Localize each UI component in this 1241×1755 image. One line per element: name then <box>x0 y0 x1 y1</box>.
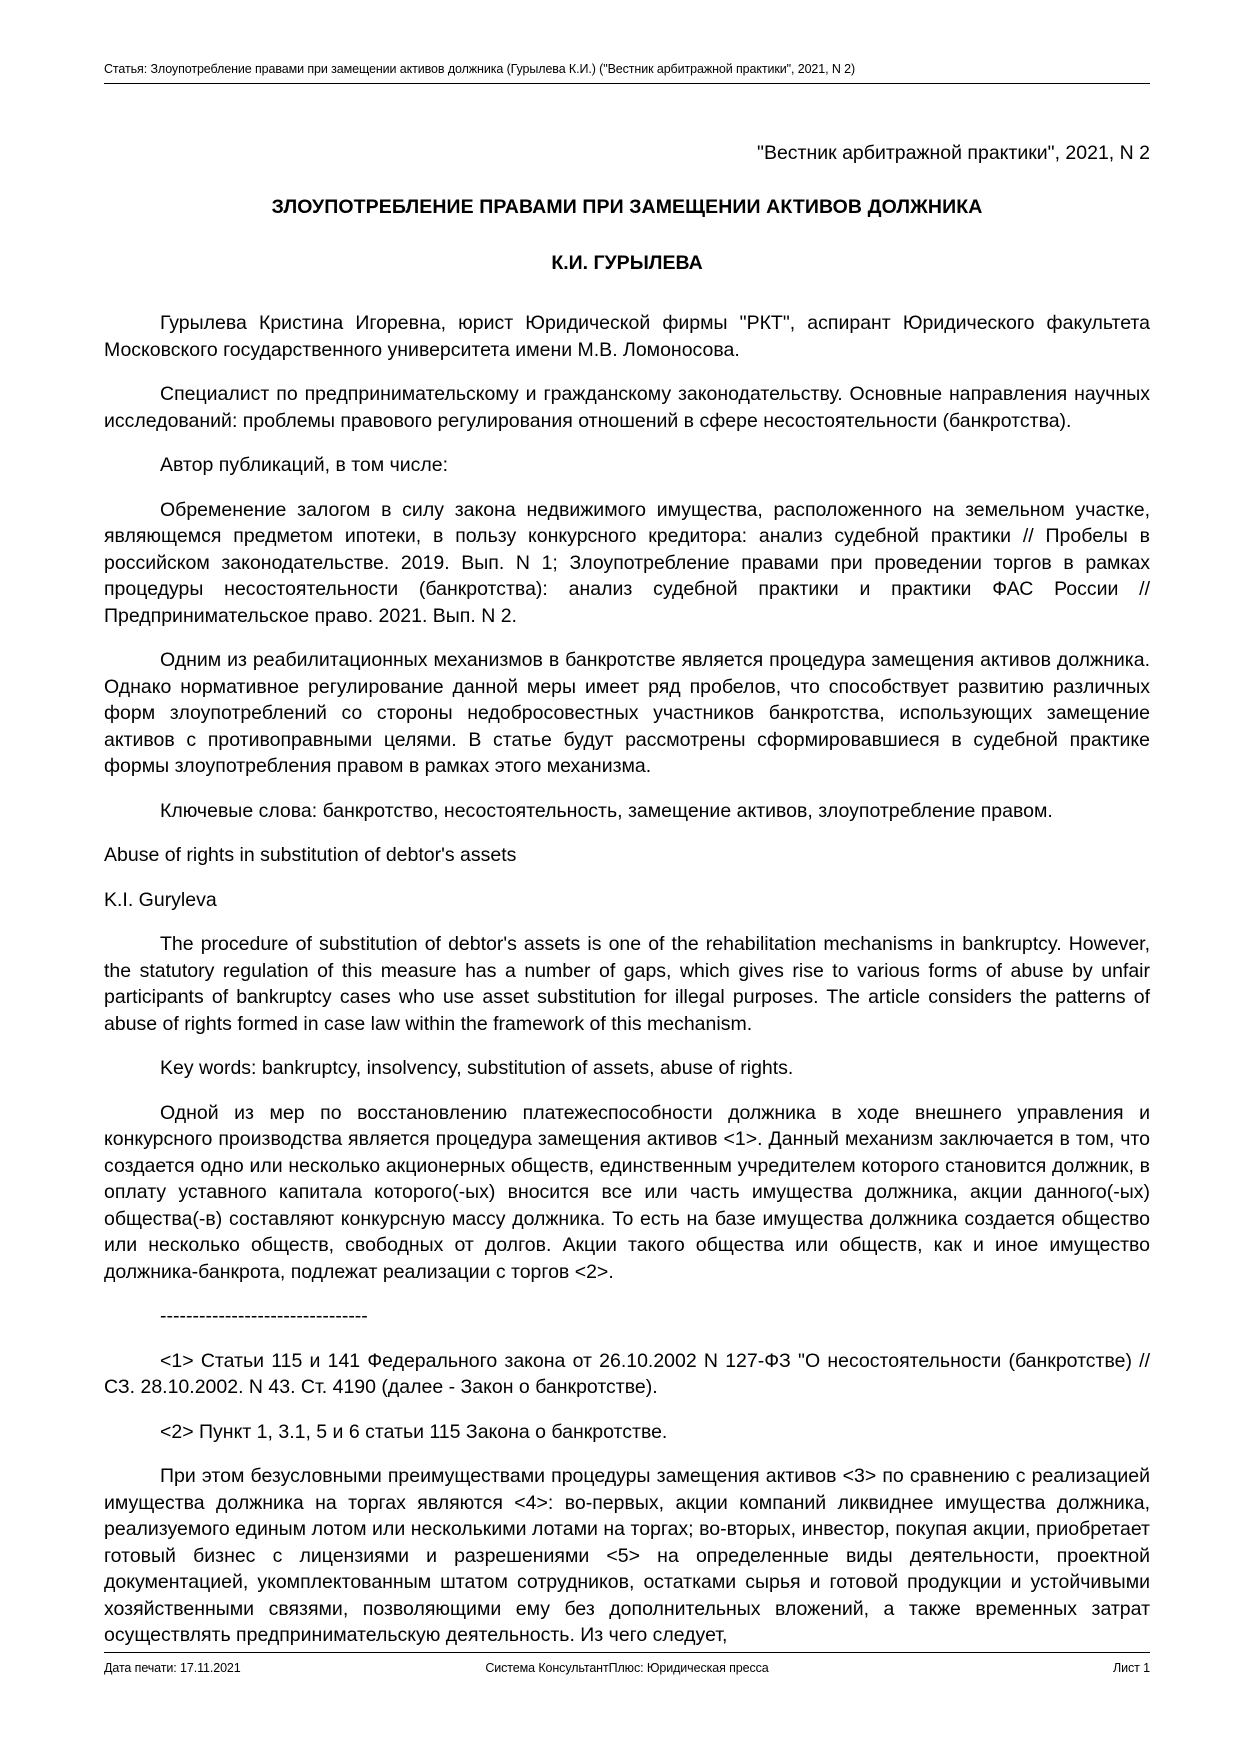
document-body <box>104 140 1150 1667</box>
paragraph-keywords-en: Key words: bankruptcy, insolvency, substitution of assets, abuse of rights. <box>160 1057 794 1079</box>
paragraph-keywords-ru: Ключевые слова: банкротство, несостоятельность, замещение активов, злоупотребление правом. <box>160 799 1053 822</box>
paragraph-publications-list: Обременение залогом в силу закона недвижимого имущества, расположенного на земельном участке, являющемся предметом ипотеки, в пользу конкурсного кредитора: анализ судебной практики // Пробелы в российском законодательстве. 2019. Вып. N 1; Злоупотребление правами при проведении торгов в рамках процедуры несостоятельности (банкротства): анализ судебной практики и практики ФАС России // Предпринимательское право. 2021. Вып. N 2. <box>104 498 1150 627</box>
paragraph-specialization: Специалист по предпринимательскому и гражданскому законодательству. Основные направления научных исследований: проблемы правового регулирования отношений в сфере несостоятельности (банкротства). <box>104 383 1150 432</box>
footer-divider <box>104 1652 1150 1653</box>
paragraph-author-bio: Гурылева Кристина Игоревна, юрист Юридической фирмы "РКТ", аспирант Юридического факультета Московского государственного университета имени М.В. Ломоносова. <box>104 312 1150 361</box>
running-footer <box>104 1652 1150 1676</box>
header-divider <box>104 83 1150 84</box>
journal-issue-line: "Вестник арбитражной практики", 2021, N 2 <box>757 142 1150 164</box>
running-header <box>104 62 1150 84</box>
paragraph-abstract-en: The procedure of substitution of debtor's assets is one of the rehabilitation mechanisms in bankruptcy. However, the statutory regulation of this measure has a number of gaps, which gives rise to various forms of abuse by unfair participants of bankruptcy cases who use asset substitution for illegal purposes. The article considers the patterns of abuse of rights formed in case law within the framework of this mechanism. <box>104 933 1150 1035</box>
footnote-separator: -------------------------------- <box>160 1305 368 1327</box>
paragraph-publications-intro: Автор публикаций, в том числе: <box>160 454 449 476</box>
footnote-2: <2> Пункт 1, 3.1, 5 и 6 статьи 115 Закона о банкротстве. <box>160 1420 668 1443</box>
footer-page-label: Лист 1 <box>1113 1661 1150 1675</box>
footer-row <box>104 1661 1150 1676</box>
article-title: ЗЛОУПОТРЕБЛЕНИЕ ПРАВАМИ ПРИ ЗАМЕЩЕНИИ АКТИВОВ ДОЛЖНИКА <box>271 196 983 218</box>
paragraph-title-en: Abuse of rights in substitution of debtor's assets <box>104 844 517 866</box>
running-header-title: Статья: Злоупотребление правами при замещении активов должника (Гурылева К.И.) ("Вестник арбитражной практики", 2021, N 2) <box>104 62 856 76</box>
footer-system-name: Система КонсультантПлюс: Юридическая пресса <box>485 1661 769 1675</box>
paragraph-author-en: K.I. Gurуleva <box>104 888 217 911</box>
author-heading: К.И. ГУРЫЛЕВА <box>551 252 703 274</box>
paragraph-abstract-ru: Одним из реабилитационных механизмов в банкротстве является процедура замещения активов должника. Однако нормативное регулирование данной меры имеет ряд пробелов, что способствует развитию различных форм злоупотреблений со стороны недобросовестных участников банкротства, использующих замещение активов с противоправными целями. В статье будут рассмотрены сформировавшиеся в судебной практике формы злоупотребления правом в рамках этого механизма. <box>104 649 1150 777</box>
footnote-1: <1> Статьи 115 и 141 Федерального закона от 26.10.2002 N 127-ФЗ "О несостоятельности (банкротстве) // СЗ. 28.10.2002. N 43. Ст. 4190 (далее - Закон о банкротстве). <box>104 1349 1150 1398</box>
page-inner <box>104 0 1150 1755</box>
footer-print-date: Дата печати: 17.11.2021 <box>104 1661 241 1675</box>
paragraph-body-1: Одной из мер по восстановлению платежеспособности должника в ходе внешнего управления и конкурсного производства является процедура замещения активов <1>. Данный механизм заключается в том, что создается одно или несколько акционерных обществ, единственным учредителем которого становится должник, в оплату уставного капитала которого(-ых) вносится все или часть имущества должника, акции данного(-ых) общества(-в) составляют конкурсную массу должника. То есть на базе имущества должника создается общество или несколько обществ, свободных от долгов. Акции такого общества или обществ, как и иное имущество должника-банкрота, подлежат реализации с торгов <2>. <box>104 1101 1150 1283</box>
paragraph-body-2: При этом безусловными преимуществами процедуры замещения активов <3> по сравнению с реализацией имущества должника на торгах являются <4>: во-первых, акции компаний ликвиднее имущества должника, реализуемого единым лотом или несколькими лотами на торгах; во-вторых, инвестор, покупая акции, приобретает готовый бизнес с лицензиями и разрешениями <5> на определенные виды деятельности, проектной документацией, укомплектованным штатом сотрудников, остатками сырья и готовой продукции и устойчивыми хозяйственными связями, позволяющими ему без дополнительных вложений, а также временных затрат осуществлять предпринимательскую деятельность. Из чего следует, <box>104 1465 1150 1646</box>
